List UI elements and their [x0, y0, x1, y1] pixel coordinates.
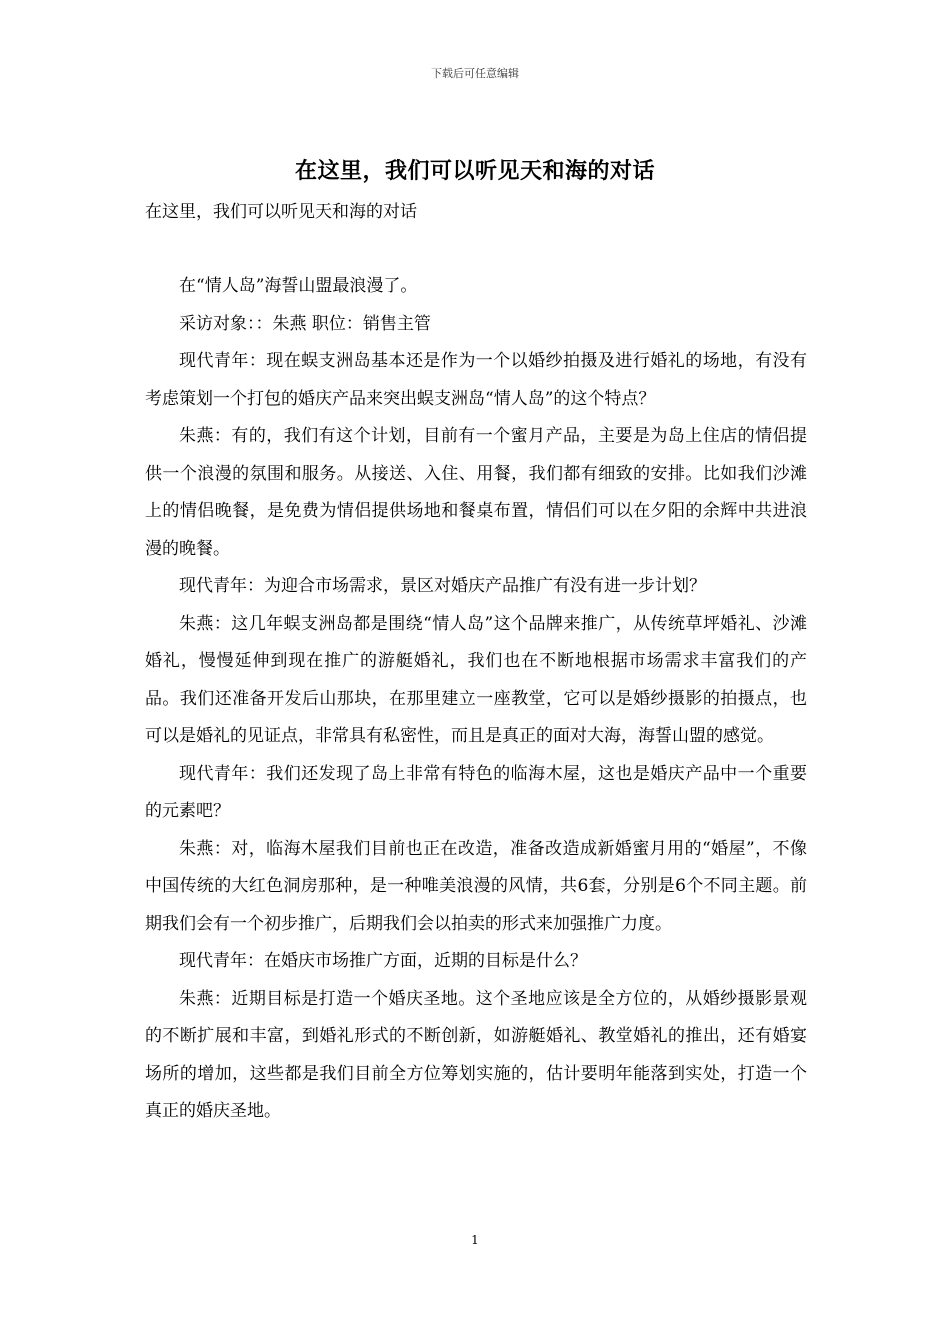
- paragraph: 朱燕：对，临海木屋我们目前也正在改造，准备改造成新婚蜜月用的“婚屋”，不像中国传统的大红色洞房那种，是一种唯美浪漫的风情，共6套，分别是6个不同主题。前期我们会有一个初步推广，后期我们会以拍卖的形式来加强推广力度。: [145, 838, 807, 934]
- page-number: 1: [471, 1233, 479, 1247]
- document-subtitle: 在这里，我们可以听见天和海的对话: [145, 202, 417, 222]
- paragraph: 朱燕：这几年蜈支洲岛都是围绕“情人岛”这个品牌来推广，从传统草坪婚礼、沙滩婚礼，慢慢延伸到现在推广的游艇婚礼，我们也在不断地根据市场需求丰富我们的产品。我们还准备开发后山那块，在那里建立一座教堂，它可以是婚纱摄影的拍摄点，也可以是婚礼的见证点，非常具有私密性，而且是真正的面对大海，海誓山盟的感觉。: [145, 613, 807, 746]
- paragraph: 采访对象：：朱燕 职位：销售主管: [179, 313, 431, 334]
- document-body: [145, 268, 807, 1131]
- paragraph: 现代青年：现在蜈支洲岛基本还是作为一个以婚纱拍摄及进行婚礼的场地，有没有考虑策划一个打包的婚庆产品来突出蜈支洲岛“情人岛”的这个特点？: [145, 351, 807, 409]
- paragraph: 现代青年：在婚庆市场推广方面，近期的目标是什么？: [179, 951, 587, 971]
- paragraph: 朱燕：有的，我们有这个计划，目前有一个蜜月产品，主要是为岛上住店的情侣提供一个浪漫的氛围和服务。从接送、入住、用餐，我们都有细致的安排。比如我们沙滩上的情侣晚餐，是免费为情侣提供场地和餐桌布置，情侣们可以在夕阳的余辉中共进浪漫的晚餐。: [145, 426, 807, 559]
- paragraph: 朱燕：近期目标是打造一个婚庆圣地。这个圣地应该是全方位的，从婚纱摄影景观的不断扩展和丰富，到婚礼形式的不断创新，如游艇婚礼、教堂婚礼的推出，还有婚宴场所的增加，这些都是我们目前全方位筹划实施的，估计要明年能落到实处，打造一个真正的婚庆圣地。: [145, 988, 807, 1121]
- paragraph: 在“情人岛”海誓山盟最浪漫了。: [179, 276, 418, 296]
- page-header-note: 下载后可任意编辑: [431, 67, 519, 80]
- document-title: 在这里，我们可以听见天和海的对话: [294, 158, 655, 184]
- paragraph: 现代青年：为迎合市场需求，景区对婚庆产品推广有没有进一步计划？: [179, 576, 706, 596]
- paragraph: 现代青年：我们还发现了岛上非常有特色的临海木屋，这也是婚庆产品中一个重要的元素吧？: [145, 763, 807, 821]
